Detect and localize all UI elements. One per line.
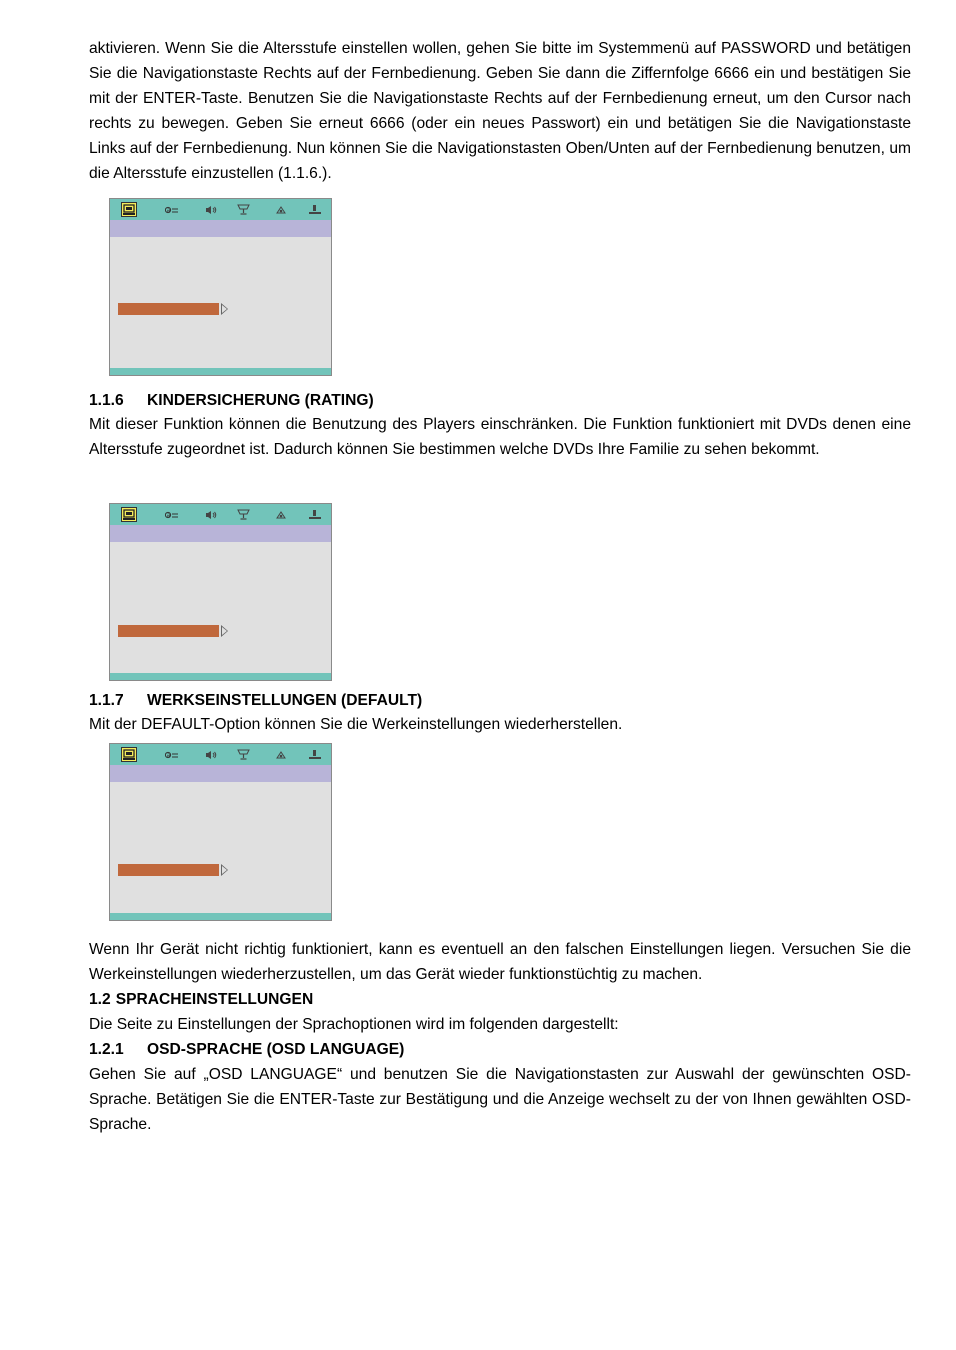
video-icon: [235, 507, 251, 522]
system-setup-icon: [121, 507, 137, 522]
osd-sub-bar: [110, 765, 331, 782]
speaker-icon: [273, 507, 289, 522]
osd-sub-bar: [110, 220, 331, 237]
system-setup-icon: [121, 747, 137, 762]
osd-language-paragraph: Gehen Sie auf „OSD LANGUAGE“ und benutzen Sie die Navigationstasten zur Auswahl der gewünschten OSD-Sprache. Betätigen Sie die ENTER-Taste zur Bestätigung und die Anzeige wechselt zu der von Ihnen gewählten OSD-Sprache.: [89, 1066, 911, 1133]
osd-icon-bar: [110, 744, 331, 765]
system-setup-icon: [121, 202, 137, 217]
language-icon: [164, 747, 180, 762]
speaker-icon: [273, 747, 289, 762]
rating-paragraph: Mit dieser Funktion können die Benutzung des Players einschränken. Die Funktion funktioniert mit DVDs denen eine Altersstufe zugeordnet ist. Dadurch können Sie bestimmen welche DVDs Ihre Familie zu sehen bekommt.: [89, 416, 911, 458]
digital-icon: [307, 747, 323, 762]
digital-icon: [307, 507, 323, 522]
heading-1-2-1: 1.2.1 OSD-SPRACHE (OSD LANGUAGE): [89, 1041, 405, 1058]
digital-icon: [307, 202, 323, 217]
svg-text:a: a: [166, 511, 171, 519]
intro-paragraph: aktivieren. Wenn Sie die Altersstufe einstellen wollen, gehen Sie bitte im Systemmenü auf PASSWORD und betätigen Sie die Navigationstaste Rechts auf der Fernbedienung. Geben Sie dann die Ziffernfolge 6666 ein und bestätigen Sie mit der ENTER-Taste. Benutzen Sie die Navigationstaste Rechts auf der Fernbedienung erneut, um den Cursor nach rechts zu bewegen. Geben Sie erneut 6666 (oder ein neues Passwort) ein und betätigen Sie die Navigationstaste Links auf der Fernbedienung. Nun können Sie die Navigationstasten Oben/Unten auf der Fernbedienung benutzen, um die Altersstufe einzustellen (1.1.6.).: [89, 40, 911, 182]
video-icon: [235, 202, 251, 217]
osd-bottom-bar: [110, 913, 331, 920]
osd-selected-item: [118, 625, 219, 637]
video-icon: [235, 747, 251, 762]
osd-selected-item: [118, 864, 219, 876]
speaker-icon: [273, 202, 289, 217]
audio-icon: [203, 507, 219, 522]
default-paragraph: Mit der DEFAULT-Option können Sie die Werkeinstellungen wiederherstellen.: [89, 716, 623, 733]
osd-selected-item: [118, 303, 219, 315]
language-icon: [164, 202, 180, 217]
svg-text:a: a: [166, 206, 171, 214]
heading-1-1-7: 1.1.7 WERKSEINSTELLUNGEN (DEFAULT): [89, 692, 423, 709]
language-intro-paragraph: Die Seite zu Einstellungen der Sprachoptionen wird im folgenden dargestellt:: [89, 1016, 619, 1033]
osd-menu-screenshot: [109, 743, 332, 921]
osd-bottom-bar: [110, 368, 331, 375]
audio-icon: [203, 747, 219, 762]
osd-menu-screenshot: [109, 198, 332, 376]
osd-bottom-bar: [110, 673, 331, 680]
chevron-right-icon: [221, 303, 228, 315]
svg-text:a: a: [166, 751, 171, 759]
chevron-right-icon: [221, 864, 228, 876]
audio-icon: [203, 202, 219, 217]
chevron-right-icon: [221, 625, 228, 637]
osd-sub-bar: [110, 525, 331, 542]
language-icon: [164, 507, 180, 522]
osd-menu-screenshot: [109, 503, 332, 681]
osd-icon-bar: [110, 199, 331, 220]
heading-1-2: 1.2 SPRACHEINSTELLUNGEN: [89, 991, 314, 1008]
heading-1-1-6: 1.1.6 KINDERSICHERUNG (RATING): [89, 392, 374, 409]
reset-hint-paragraph: Wenn Ihr Gerät nicht richtig funktioniert, kann es eventuell an den falschen Einstellungen liegen. Versuchen Sie die Werkeinstellungen wiederherzustellen, um das Gerät wieder funktionstüchtig zu machen.: [89, 941, 911, 983]
osd-icon-bar: [110, 504, 331, 525]
